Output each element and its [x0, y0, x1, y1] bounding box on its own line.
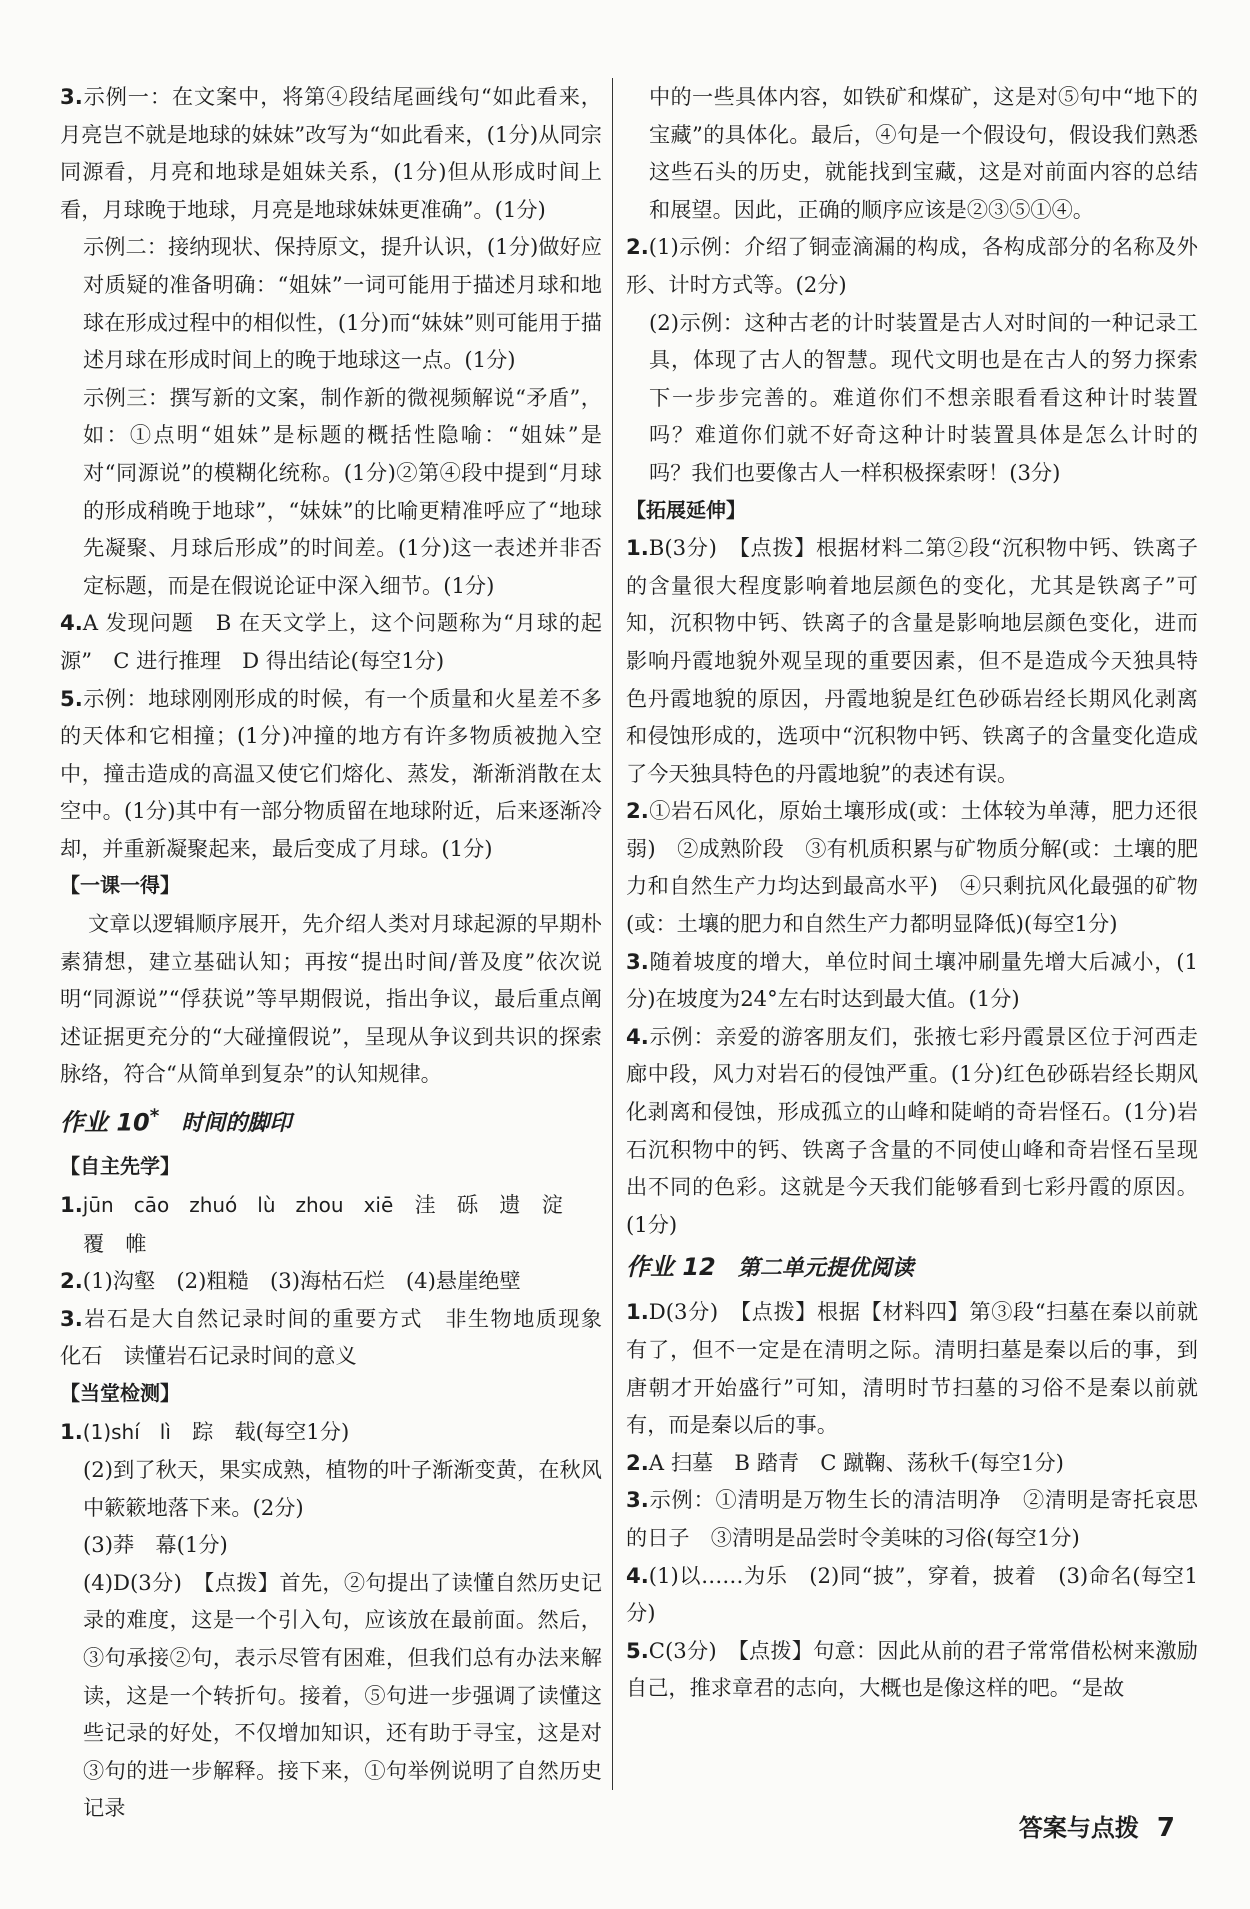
- answer-4: 4.A 发现问题 B 在天文学上，这个问题称为“月球的起源” C 进行推理 D 得出结论(每空1分): [60, 610, 602, 673]
- right-column: [626, 78, 1198, 1707]
- section-zizhu-header: 【自主先学】: [60, 1154, 180, 1179]
- dangtang-answer-1-part4: (4)D(3分) 【点拨】首先，②句提出了读懂自然历史记录的难度，这是一个引入句，应该放在最前面。然后，③句承接②句，表示尽管有困难，但我们总有办法来解读，这是一个转折句。接着，⑤句进一步强调了读懂这些记录的好处，不仅增加知识，还有助于寻宝，这是对③句的进一步解释。接下来，①句举例说明了自然历史记录: [83, 1569, 602, 1821]
- footer-label: 答案与点拨: [1018, 1814, 1139, 1842]
- homework-12-heading: 作业 12 第二单元提优阅读: [626, 1253, 914, 1282]
- answer-3-example-2: 示例二：接纳现状、保持原文，提升认识，(1分)做好应对质疑的准备明确：“姐妹”一词可能用于描述月球和地球在形成过程中的相似性，(1分)而“妹妹”则可能用于描述月球在形成时间上的晚于地球这一点。(1分): [83, 234, 602, 373]
- zizhu-answer-1-line2: 覆 帷: [83, 1230, 147, 1256]
- tuozhan-answer-4: 4.示例：亲爱的游客朋友们，张掖七彩丹霞景区位于河西走廊中段，风力对岩石的侵蚀严重。(1分)红色砂砾岩经长期风化剥离和侵蚀，形成孤立的山峰和陡峭的奇岩怪石。(1分)岩石沉积物中的钙、铁离子含量的不同使山峰和奇岩怪石呈现出不同的色彩。这就是今天我们能够看到七彩丹霞的原因。(1分): [626, 1023, 1198, 1237]
- tuozhan-answer-2: 2.①岩石风化，原始土壤形成(或：土体较为单薄，肥力还很弱) ②成熟阶段 ③有机质积累与矿物质分解(或：土壤的肥力和自然生产力均达到最高水平) ④只剩抗风化最强的矿物(或：土壤的肥力和自然生产力都明显降低)(每空1分): [626, 798, 1198, 937]
- tuozhan-answer-3: 3.随着坡度的增大，单位时间土壤冲刷量先增大后减小，(1分)在坡度为24°左右时达到最大值。(1分): [626, 948, 1198, 1012]
- hw12-answer-5: 5.C(3分) 【点拨】句意：因此从前的君子常常借松树来激励自己，推求章君的志向，大概也是像这样的吧。“是故: [626, 1637, 1198, 1701]
- hw12-answer-3: 3.示例：①清明是万物生长的清洁明净 ②清明是寄托哀思的日子 ③清明是品尝时令美味的习俗(每空1分): [626, 1487, 1198, 1550]
- yike-summary: 文章以逻辑顺序展开，先介绍人类对月球起源的早期朴素猜想，建立基础认知；再按“提出时间/普及度”依次说明“同源说”“俘获说”等早期假说，指出争议，最后重点阐述证据更充分的“大碰撞假说”，呈现从争议到共识的探索脉络，符合“从简单到复杂”的认知规律。: [60, 911, 602, 1087]
- page-number: 7: [1156, 1813, 1175, 1843]
- hw12-answer-4: 4.(1)以……为乐 (2)同“披”，穿着，披着 (3)命名(每空1分): [626, 1562, 1198, 1626]
- zizhu-answer-2: 2.(1)沟壑 (2)粗糙 (3)海枯石烂 (4)悬崖绝壁: [60, 1268, 521, 1294]
- page-footer: [1019, 1808, 1175, 1843]
- homework-10-heading: 作业 10* 时间的脚印: [60, 1106, 292, 1137]
- section-yike-header: 【一课一得】: [60, 873, 180, 898]
- tuozhan-answer-1: 1.B(3分) 【点拨】根据材料二第②段“沉积物中钙、铁离子的含量很大程度影响着地层颜色的变化，尤其是铁离子”可知，沉积物中钙、铁离子的含量是影响地层颜色变化，进而影响丹霞地貌外观呈现的重要因素，但不是造成今天独具特色丹霞地貌的原因，丹霞地貌是红色砂砾岩经长期风化剥离和侵蚀形成的，选项中“沉积物中钙、铁离子的含量变化造成了今天独具特色的丹霞地貌”的表述有误。: [626, 535, 1198, 786]
- zizhu-answer-1: 1.jūn cāo zhuó lù zhou xiē 洼 砾 遗 淀: [60, 1191, 563, 1217]
- dangtang-answer-2: 2.(1)示例：介绍了铜壶滴漏的构成，各构成部分的名称及外形、计时方式等。(2分): [626, 234, 1198, 297]
- dangtang-answer-1: 1.(1)shí lì 踪 载(每空1分): [60, 1418, 350, 1444]
- dangtang-answer-2-part2: (2)示例：这种古老的计时装置是古人对时间的一种记录工具，体现了古人的智慧。现代文明也是在古人的努力探索下一步步完善的。难道你们不想亲眼看看这种计时装置吗？难道你们就不好奇这种计时装置具体是怎么计时的吗？我们也要像古人一样积极探索呀！(3分): [649, 309, 1198, 485]
- section-tuozhan-header: 【拓展延伸】: [626, 497, 746, 522]
- answer-3-example-1: 3.示例一：在文案中，将第④段结尾画线句“如此看来，月亮岂不就是地球的妹妹”改写为“如此看来，(1分)从同宗同源看，月亮和地球是姐妹关系，(1分)但从形成时间上看，月球晚于地球，月亮是地球妹妹更准确”。(1分): [60, 84, 602, 222]
- hw12-answer-2: 2.A 扫墓 B 踏青 C 蹴鞠、荡秋千(每空1分): [626, 1449, 1064, 1475]
- dangtang-answer-1-part2: (2)到了秋天，果实成熟，植物的叶子渐渐变黄，在秋风中簌簌地落下来。(2分): [83, 1457, 602, 1520]
- answer-5: 5.示例：地球刚刚形成的时候，有一个质量和火星差不多的天体和它相撞；(1分)冲撞的地方有许多物质被抛入空中，撞击造成的高温又使它们熔化、蒸发，渐渐消散在太空中。(1分)其中有一部分物质留在地球附近，后来逐渐冷却，并重新凝聚起来，最后变成了月球。(1分): [60, 685, 602, 861]
- zizhu-answer-3: 3.岩石是大自然记录时间的重要方式 非生物地质现象 化石 读懂岩石记录时间的意义: [60, 1305, 624, 1369]
- left-column: [60, 78, 624, 1827]
- dangtang-answer-1-part3: (3)莽 幕(1分): [83, 1532, 228, 1558]
- hw12-answer-1: 1.D(3分) 【点拨】根据【材料四】第③段“扫墓在秦以前就有了，但不一定是在清明之际。清明扫墓是秦以后的事，到唐朝才开始盛行”可知，清明时节扫墓的习俗不是秦以前就有，而是秦以后的事。: [626, 1299, 1198, 1438]
- section-dangtang-header: 【当堂检测】: [60, 1380, 180, 1405]
- column-divider: [612, 78, 613, 1790]
- dangtang-answer-1-continued: 中的一些具体内容，如铁矿和煤矿，这是对⑤句中“地下的宝藏”的具体化。最后，④句是一个假设句，假设我们熟悉这些石头的历史，就能找到宝藏，这是对前面内容的总结和展望。因此，正确的顺序应该是②③⑤①④。: [649, 84, 1198, 222]
- answer-3-example-3: 示例三：撰写新的文案，制作新的微视频解说“矛盾”，如：①点明“姐妹”是标题的概括性隐喻：“姐妹”是对“同源说”的模糊化统称。(1分)②第④段中提到“月球的形成稍晚于地球”，“妹妹”的比喻更精准呼应了“地球先凝聚、月球后形成”的时间差。(1分)这一表述并非否定标题，而是在假说论证中深入细节。(1分): [83, 384, 602, 598]
